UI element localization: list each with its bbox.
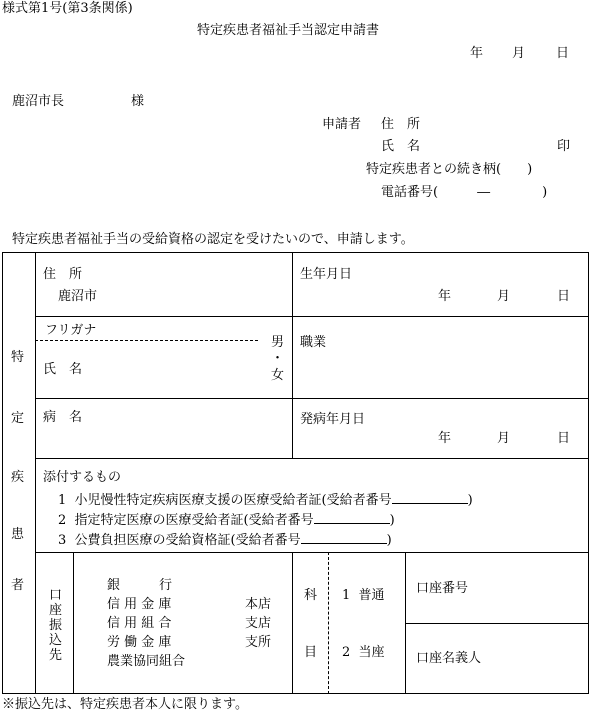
- attachment-item: 3 公費負担医療の受給資格証(受給者番号 ): [58, 533, 392, 548]
- addressee-name: 鹿沼市長: [12, 94, 65, 109]
- gender-female[interactable]: 女: [271, 368, 285, 383]
- date-day: 日: [556, 46, 570, 61]
- intro-text: 特定疾患者福祉手当の受給資格の認定を受けたいので、申請します。: [12, 232, 414, 247]
- address-value: 鹿沼市: [58, 289, 98, 304]
- date-month: 月: [512, 46, 526, 61]
- branch-type: 本店: [245, 597, 272, 612]
- furigana-label: フリガナ: [45, 323, 97, 338]
- account-holder-label: 口座名義人: [416, 651, 482, 666]
- bank-type: 農業協同組合: [107, 654, 186, 669]
- gender-separator: ・: [271, 351, 285, 366]
- onset-label: 発病年月日: [300, 412, 366, 427]
- recipient-number-field-2[interactable]: [314, 511, 390, 524]
- birthdate-label: 生年月日: [300, 267, 353, 282]
- relation-label: 特定疾患者との続き柄( ): [366, 162, 533, 177]
- branch-type: 支所: [245, 635, 272, 650]
- applicant-address-label: 住 所: [381, 117, 421, 132]
- addressee-honorific: 様: [131, 94, 145, 109]
- recipient-number-field-1[interactable]: [392, 491, 468, 504]
- subject-option-ordinary[interactable]: 1 普通: [342, 588, 385, 603]
- disease-label: 病 名: [43, 410, 83, 425]
- applicant-label: 申請者: [322, 117, 362, 132]
- address-label: 住 所: [43, 267, 83, 282]
- attachment-item: 1 小児慢性特定疾病医療支援の医療受給者証(受給者番号 ): [58, 493, 473, 508]
- footnote: ※振込先は、特定疾患者本人に限ります。: [2, 697, 248, 712]
- phone-label: 電話番号( ― ): [381, 185, 548, 200]
- name-label: 氏 名: [43, 362, 83, 377]
- subject-option-current[interactable]: 2 当座: [342, 645, 385, 660]
- branch-type: 支店: [245, 616, 272, 631]
- page-title: 特定疾患者福祉手当認定申請書: [197, 23, 380, 38]
- account-number-label: 口座番号: [416, 581, 469, 596]
- attachments-label: 添付するもの: [43, 470, 122, 485]
- bank-type: 労 働 金 庫: [107, 635, 172, 650]
- attachment-item: 2 指定特定医療の医療受給者証(受給者番号 ): [58, 513, 395, 528]
- bank-type: 信 用 金 庫: [107, 597, 172, 612]
- gender-male[interactable]: 男: [271, 335, 285, 350]
- applicant-name-label: 氏 名: [381, 139, 421, 154]
- recipient-number-field-3[interactable]: [301, 531, 387, 544]
- occupation-label: 職業: [300, 335, 327, 350]
- bank-type: 信 用 組 合: [107, 616, 172, 631]
- seal-mark: 印: [557, 139, 571, 154]
- form-label: 様式第1号(第3条関係): [2, 1, 133, 16]
- date-year: 年: [470, 46, 484, 61]
- bank-type: 銀 行: [107, 578, 173, 593]
